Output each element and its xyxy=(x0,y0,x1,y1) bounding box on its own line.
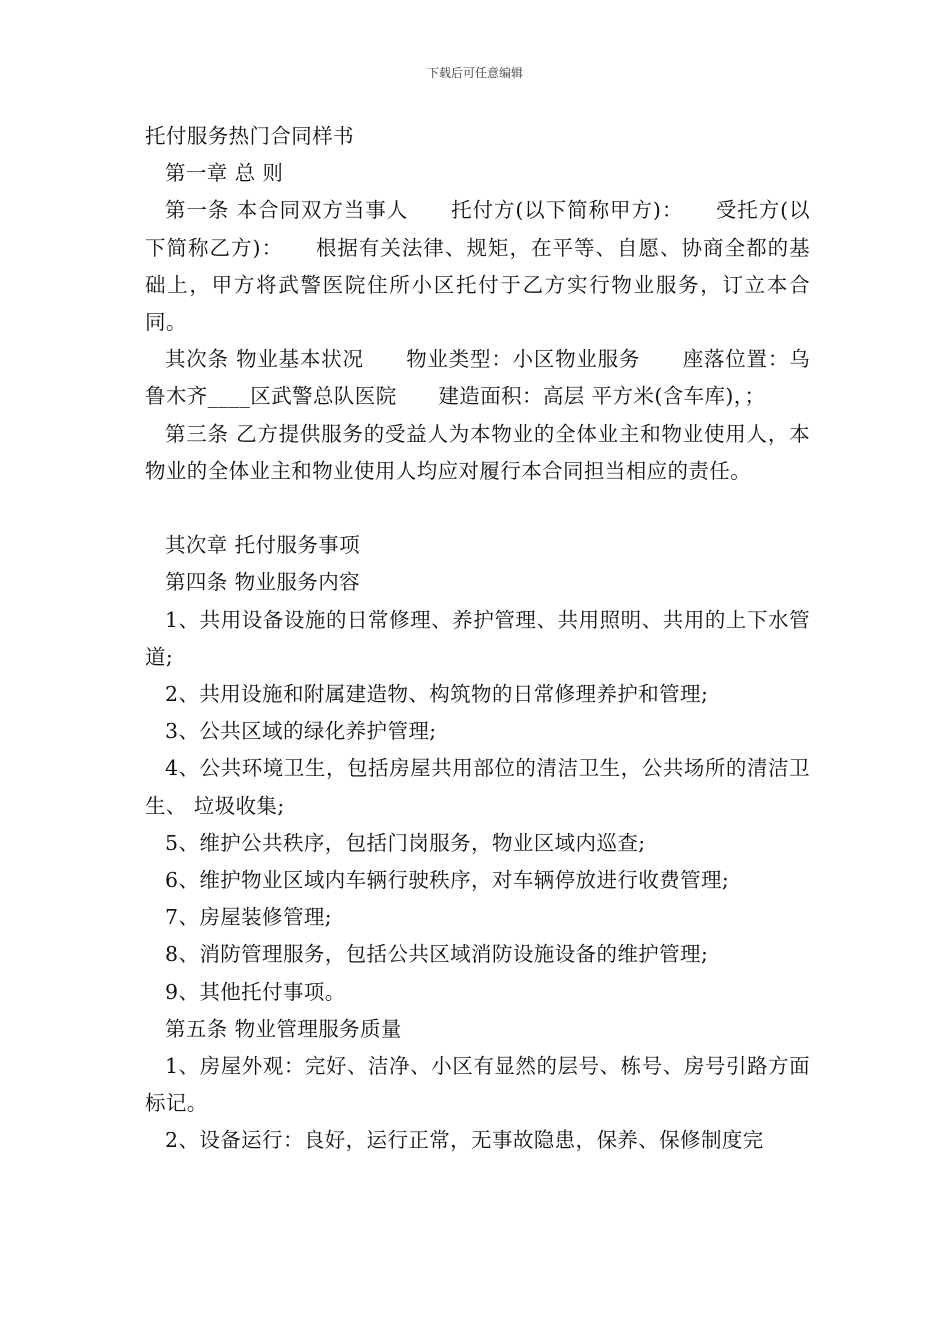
page-header: 下载后可任意编辑 xyxy=(426,66,523,80)
list-item: 2、共用设施和附属建造物、构筑物的日常修理养护和管理; xyxy=(165,682,709,707)
blank-line xyxy=(145,490,810,527)
list-item: 8、消防管理服务，包括公共区域消防设施设备的维护管理; xyxy=(165,942,709,967)
list-item: 1、房屋外观：完好、洁净、小区有显然的层号、栋号、房号引路方面标记。 xyxy=(145,1054,810,1116)
list-item: 2、设备运行：良好，运行正常，无事故隐患，保养、保修制度完 xyxy=(165,1128,764,1153)
list-item: 5、维护公共秩序，包括门岗服务，物业区域内巡查; xyxy=(165,830,646,855)
list-item: 1、共用设备设施的日常修理、养护管理、共用照明、共用的上下水管道; xyxy=(145,607,810,669)
article-5-heading: 第五条 物业管理服务质量 xyxy=(165,1016,402,1041)
article-2: 其次条 物业基本状况 物业类型：小区物业服务 座落位置：乌鲁木齐____区武警总队医院 建造面积：高层 平方米(含车库)，； xyxy=(145,347,810,409)
list-item: 3、公共区域的绿化养护管理; xyxy=(165,719,437,744)
chapter-1-heading: 第一章 总 则 xyxy=(165,161,284,186)
article-1: 第一条 本合同双方当事人 托付方(以下简称甲方)： 受托方(以下简称乙方)： 根据有关法律、规矩，在平等、自愿、协商全都的基础上，甲方将武警医院住所小区托付于乙方实行物业服务，订立本合同。 xyxy=(145,198,810,335)
list-item: 6、维护物业区域内车辆行驶秩序，对车辆停放进行收费管理; xyxy=(165,868,730,893)
article-4-heading: 第四条 物业服务内容 xyxy=(165,570,361,595)
document-title: 托付服务热门合同样书 xyxy=(145,124,354,148)
list-item: 7、房屋装修管理; xyxy=(165,905,333,930)
document-body xyxy=(145,118,810,1160)
article-3: 第三条 乙方提供服务的受益人为本物业的全体业主和物业使用人，本物业的全体业主和物业使用人均应对履行本合同担当相应的责任。 xyxy=(145,421,810,483)
list-item: 4、公共环境卫生，包括房屋共用部位的清洁卫生，公共场所的清洁卫生、 垃圾收集; xyxy=(145,756,810,818)
chapter-2-heading: 其次章 托付服务事项 xyxy=(165,533,361,558)
list-item: 9、其他托付事项。 xyxy=(165,979,346,1004)
